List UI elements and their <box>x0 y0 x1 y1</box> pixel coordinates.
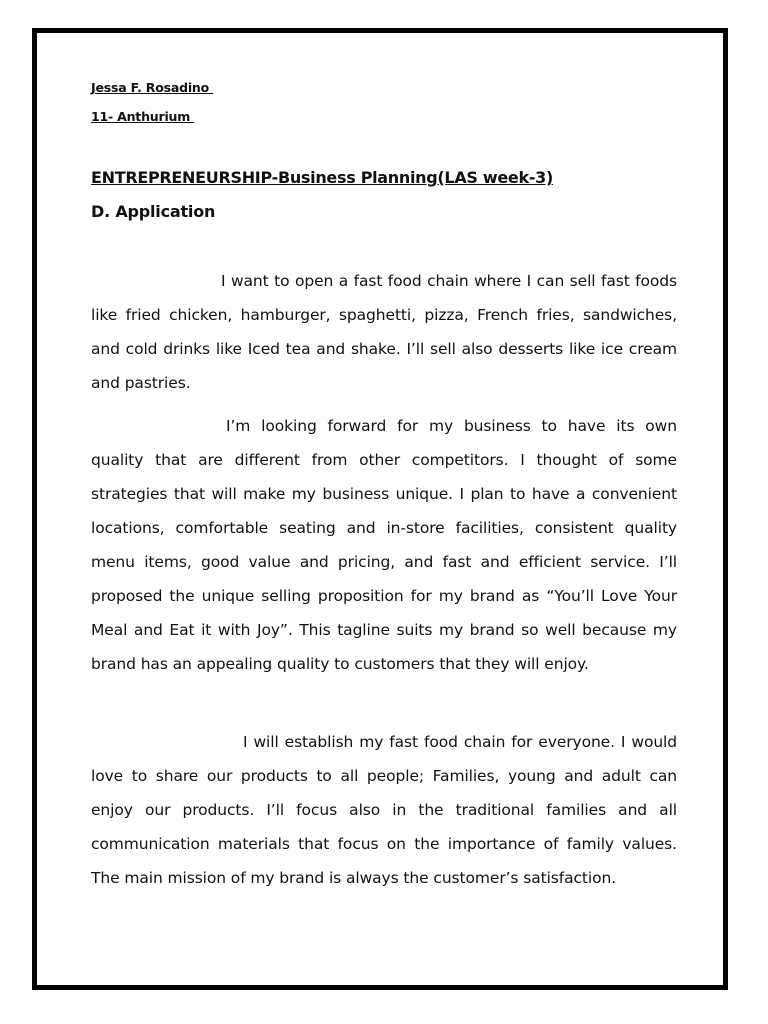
paragraph-2 <box>91 409 677 681</box>
paragraph-1 <box>91 264 677 400</box>
paragraph-2-text: I’m looking forward for my business to have its own quality that are different from other competitors. I thought of some strategies that will make my business unique. I plan to have a convenient locations, comfortable seating and in-store facilities, consistent quality menu items, good value and pricing, and fast and efficient service. I’ll proposed the unique selling proposition for my brand as “You’ll Love Your Meal and Eat it with Joy”. This tagline suits my brand so well because my brand has an appealing quality to customers that they will enjoy. <box>91 417 677 673</box>
document-title: ENTREPRENEURSHIP-Business Planning(LAS week-3) <box>91 168 554 187</box>
paragraph-1-text: I want to open a fast food chain where I can sell fast foods like fried chicken, hamburger, spaghetti, pizza, French fries, sandwiches, and cold drinks like Iced tea and shake. I’ll sell also desserts like ice cream and pastries. <box>91 272 677 392</box>
section-heading: D. Application <box>91 202 216 221</box>
paragraph-3-text: I will establish my fast food chain for everyone. I would love to share our products to all people; Families, young and adult can enjoy our products. I’ll focus also in the traditional families and all communication materials that focus on the importance of family values. The main mission of my brand is always the customer’s satisfaction. <box>91 733 677 887</box>
student-name: Jessa F. Rosadino <box>91 80 214 95</box>
paragraph-3 <box>91 725 677 895</box>
student-section: 11- Anthurium <box>91 109 195 124</box>
